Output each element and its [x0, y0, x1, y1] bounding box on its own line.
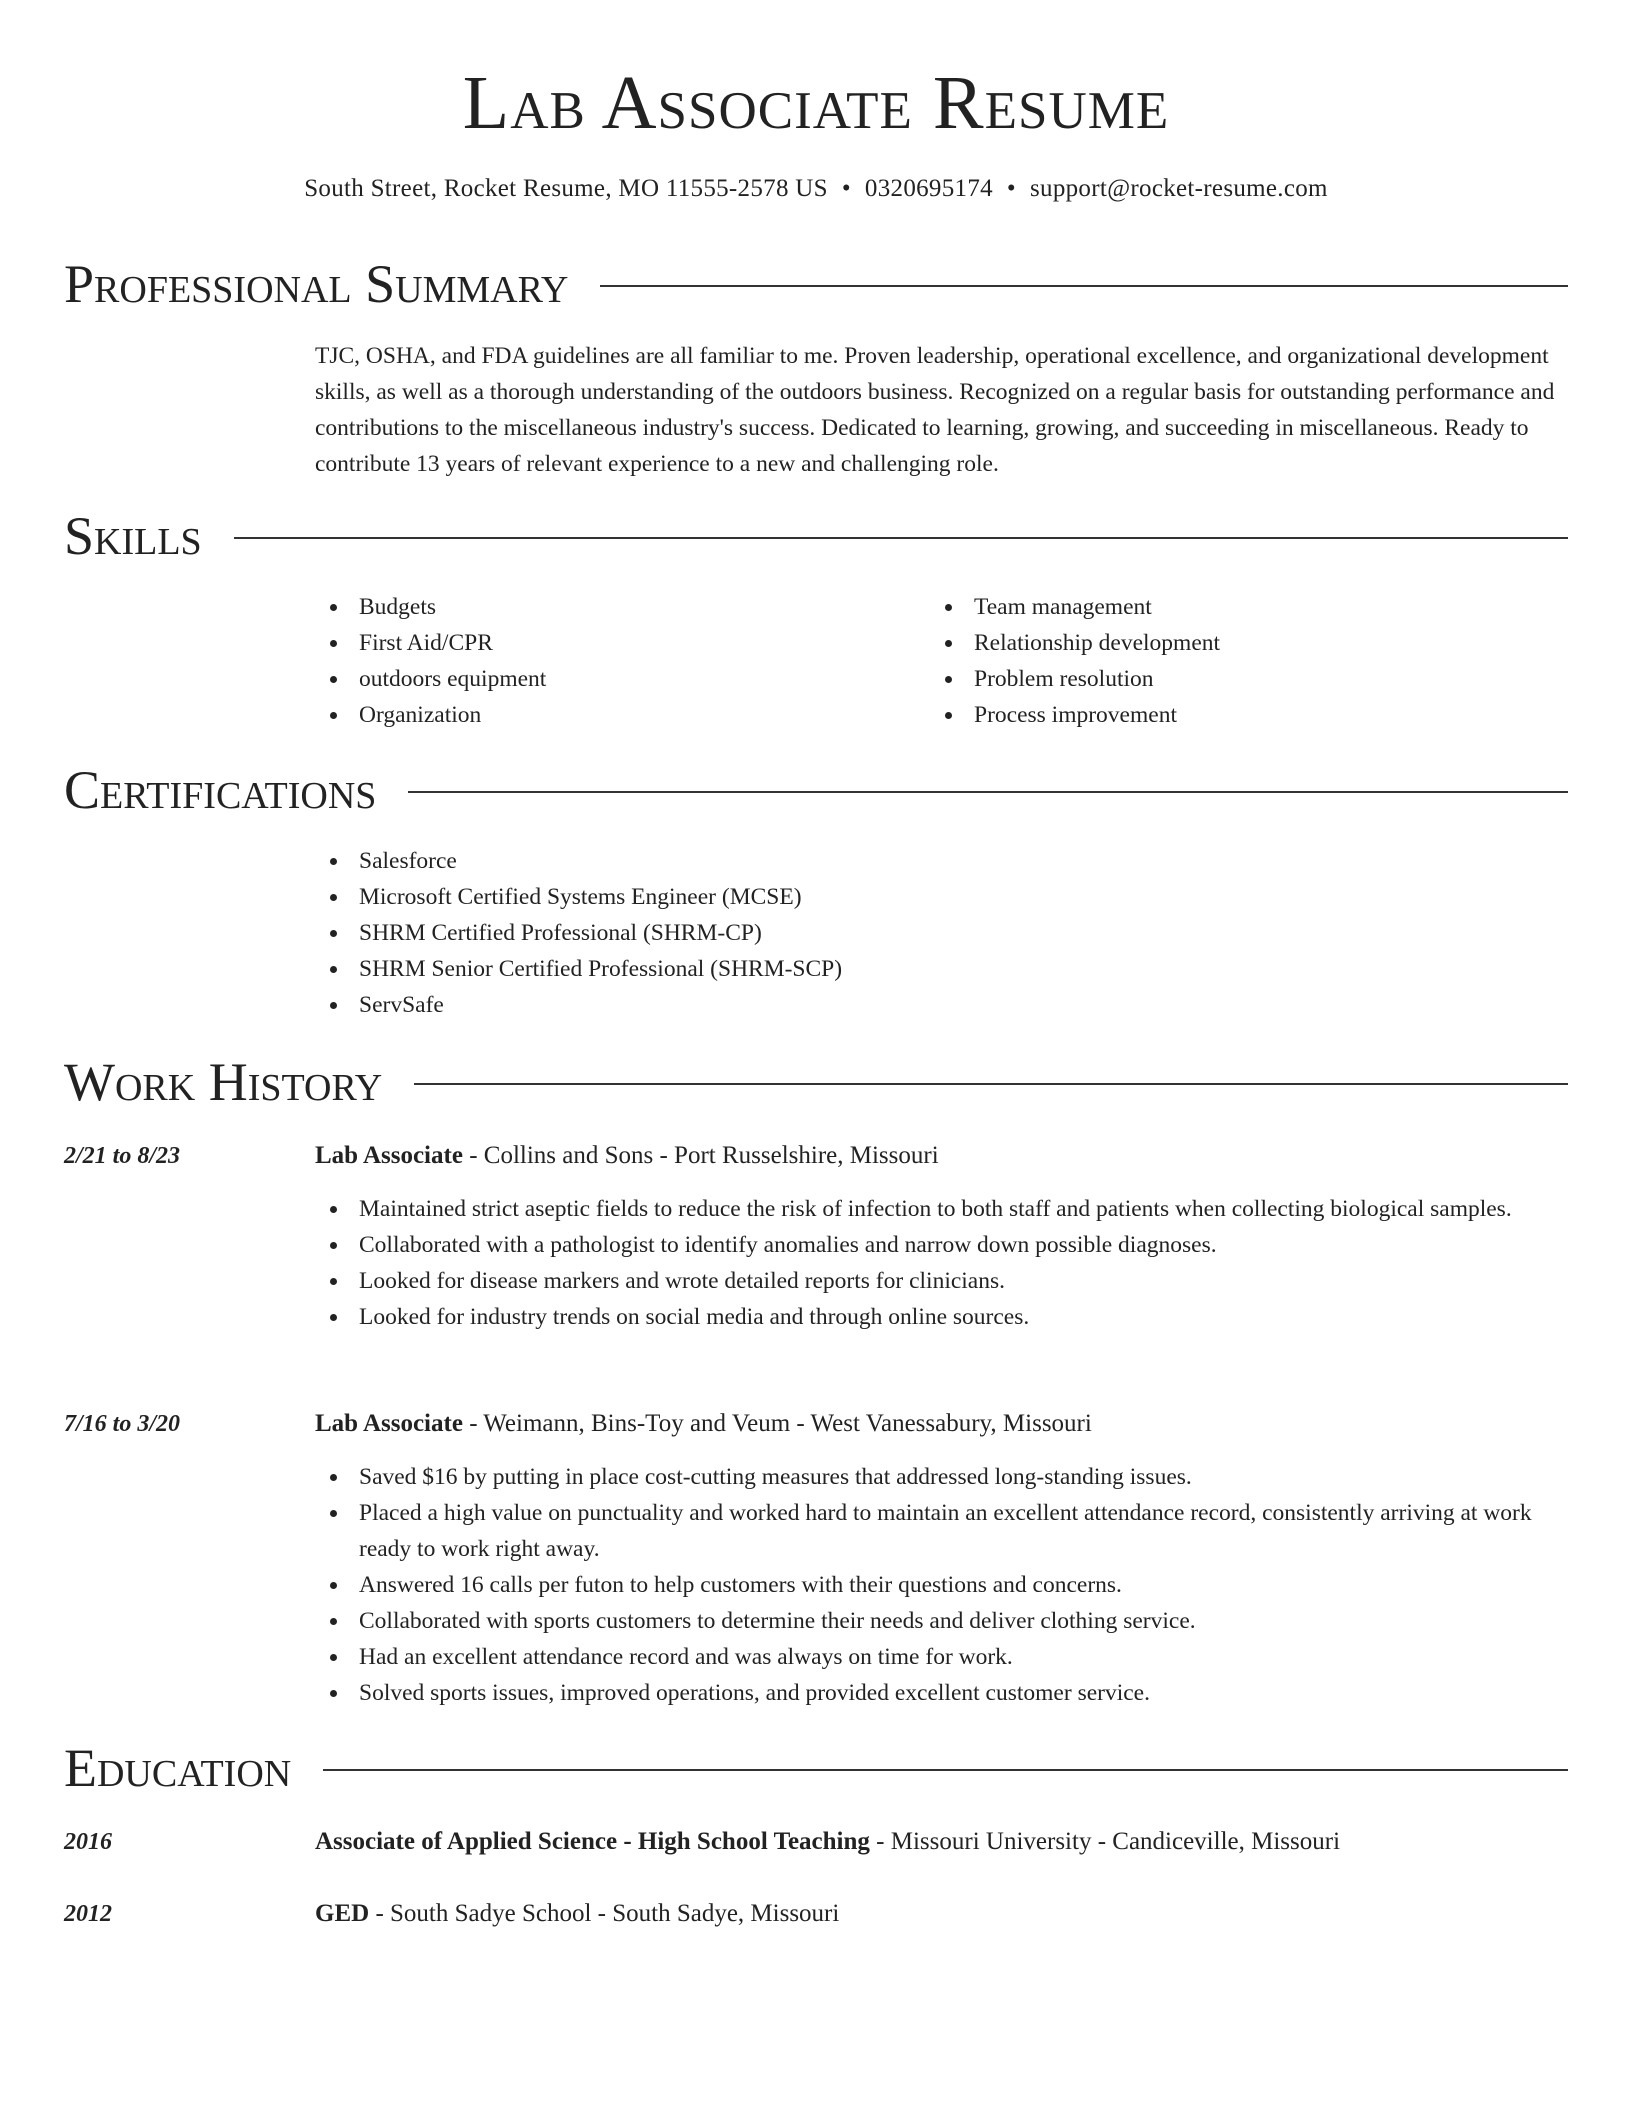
section-divider	[414, 1083, 1568, 1085]
education-school: - South Sadye School - South Sadye, Missouri	[369, 1900, 840, 1927]
certifications-list	[315, 843, 1315, 1023]
skill-item: First Aid/CPR	[315, 625, 915, 661]
certification-item: SHRM Senior Certified Professional (SHRM-SCP)	[315, 951, 1315, 987]
section-divider	[234, 537, 1568, 539]
skill-item: Budgets	[315, 589, 915, 625]
section-heading-work-history	[64, 1050, 1568, 1114]
job-duty-item: Answered 16 calls per futon to help customers with their questions and concerns.	[315, 1567, 1570, 1603]
job-employer: - Collins and Sons - Port Russelshire, Missouri	[462, 1142, 939, 1169]
certification-item: Salesforce	[315, 843, 1315, 879]
job-employer: - Weimann, Bins-Toy and Veum - West Vanessabury, Missouri	[462, 1410, 1092, 1437]
skill-item: Problem resolution	[930, 661, 1530, 697]
job-duties	[315, 1459, 1570, 1711]
education-year: 2012	[64, 1901, 112, 1927]
education-degree: GED	[315, 1900, 370, 1927]
section-title: Education	[64, 1738, 292, 1798]
job-heading	[315, 1138, 939, 1174]
contact-separator: •	[1006, 175, 1016, 202]
section-title: Work History	[64, 1052, 383, 1112]
education-year: 2016	[64, 1829, 112, 1855]
education-degree: Associate of Applied Science - High School Teaching	[315, 1828, 870, 1855]
section-title: Skills	[64, 506, 202, 566]
skills-column-right	[930, 589, 1530, 733]
job-duty-item: Saved $16 by putting in place cost-cutting measures that addressed long-standing issues.	[315, 1459, 1570, 1495]
contact-phone: 0320695174	[864, 175, 993, 202]
contact-email: support@rocket-resume.com	[1029, 175, 1328, 202]
certification-item: Microsoft Certified Systems Engineer (MCSE)	[315, 879, 1315, 915]
job-role: Lab Associate	[315, 1142, 463, 1169]
section-title: Certifications	[64, 760, 377, 820]
job-duty-item: Solved sports issues, improved operations, and provided excellent customer service.	[315, 1675, 1570, 1711]
certification-item: SHRM Certified Professional (SHRM-CP)	[315, 915, 1315, 951]
job-dates: 2/21 to 8/23	[64, 1143, 181, 1169]
education-entry	[315, 1896, 839, 1932]
section-divider	[600, 285, 1568, 287]
contact-address: South Street, Rocket Resume, MO 11555-2578 US	[304, 175, 828, 202]
section-heading-summary	[64, 252, 1568, 316]
section-heading-certifications	[64, 758, 1568, 822]
section-divider	[408, 791, 1568, 793]
job-duty-item: Looked for industry trends on social media and through online sources.	[315, 1299, 1570, 1335]
section-title: Professional Summary	[64, 254, 569, 314]
job-heading	[315, 1406, 1092, 1442]
job-duty-item: Collaborated with sports customers to determine their needs and deliver clothing service.	[315, 1603, 1570, 1639]
skills-column-left	[315, 589, 915, 733]
job-dates: 7/16 to 3/20	[64, 1411, 181, 1437]
job-duty-item: Placed a high value on punctuality and worked hard to maintain an excellent attendance record, consistently arriving at work ready to work right away.	[315, 1495, 1570, 1567]
contact-separator: •	[841, 175, 851, 202]
resume-title: Lab Associate Resume	[462, 61, 1170, 145]
skill-item: outdoors equipment	[315, 661, 915, 697]
job-role: Lab Associate	[315, 1410, 463, 1437]
job-duty-item: Maintained strict aseptic fields to reduce the risk of infection to both staff and patients when collecting biological samples.	[315, 1191, 1570, 1227]
section-heading-skills	[64, 504, 1568, 568]
summary-text: TJC, OSHA, and FDA guidelines are all familiar to me. Proven leadership, operational excellence, and organizational development skills, as well as a thorough understanding of the outdoors business. Recognized on a regular basis for outstanding performance and contributions to the miscellaneous industry's success. Dedicated to learning, growing, and succeeding in miscellaneous. Ready to contribute 13 years of relevant experience to a new and challenging role.	[315, 343, 1555, 477]
job-duty-item: Collaborated with a pathologist to identify anomalies and narrow down possible diagnoses.	[315, 1227, 1570, 1263]
job-duty-item: Had an excellent attendance record and was always on time for work.	[315, 1639, 1570, 1675]
skill-item: Team management	[930, 589, 1530, 625]
education-school: - Missouri University - Candiceville, Missouri	[869, 1828, 1341, 1855]
job-duties	[315, 1191, 1570, 1335]
section-heading-education	[64, 1736, 1568, 1800]
job-duty-item: Looked for disease markers and wrote detailed reports for clinicians.	[315, 1263, 1570, 1299]
contact-line	[0, 172, 1632, 206]
education-entry	[315, 1824, 1340, 1860]
section-divider	[323, 1769, 1568, 1771]
certification-item: ServSafe	[315, 987, 1315, 1023]
skill-item: Organization	[315, 697, 915, 733]
skill-item: Process improvement	[930, 697, 1530, 733]
skill-item: Relationship development	[930, 625, 1530, 661]
